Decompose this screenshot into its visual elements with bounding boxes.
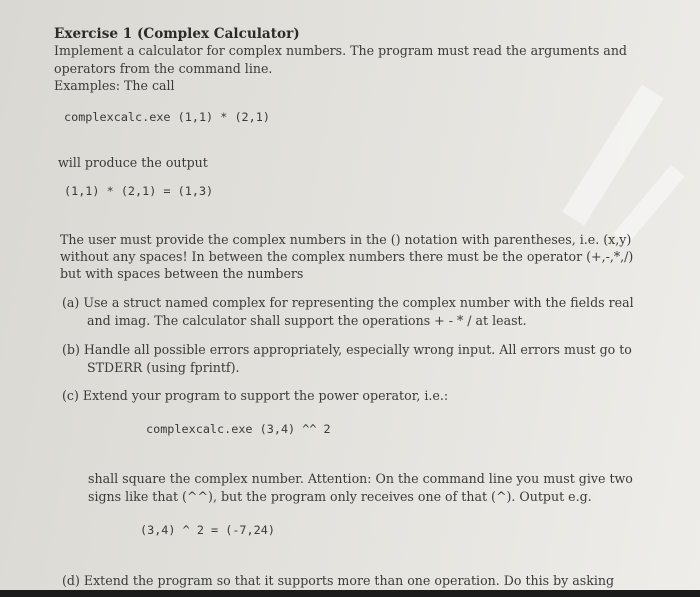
intro-line: Implement a calculator for complex numbers. The program must read the arguments and	[54, 43, 627, 58]
task-b-line: STDERR (using fprintf).	[87, 360, 240, 375]
power-output-code: (3,4) ^ 2 = (-7,24)	[140, 523, 275, 537]
example-output-code: (1,1) * (2,1) = (1,3)	[64, 184, 214, 198]
power-call-code: complexcalc.exe (3,4) ^^ 2	[146, 422, 331, 436]
bottom-edge	[0, 590, 700, 597]
task-d-line: (d) Extend the program so that it supports more than one operation. Do this by asking	[62, 573, 615, 588]
example-call-code: complexcalc.exe (1,1) * (2,1)	[64, 110, 270, 124]
power-text-line: signs like that (^^), but the program only receives one of that (^). Output e.g.	[88, 489, 592, 504]
intro-line: operators from the command line.	[54, 61, 273, 76]
output-intro: will produce the output	[58, 155, 208, 170]
rules-line: The user must provide the complex numbers in the () notation with parentheses, i.e. (x,y)	[60, 232, 632, 247]
task-a-line: and imag. The calculator shall support the operations + - * / at least.	[87, 313, 527, 328]
task-a-line: (a) Use a struct named complex for representing the complex number with the fields real	[62, 295, 634, 310]
exercise-title: Exercise 1 (Complex Calculator)	[54, 26, 300, 42]
rules-line: but with spaces between the numbers	[60, 266, 304, 281]
task-c-line: (c) Extend your program to support the power operator, i.e.:	[62, 388, 449, 403]
power-text-line: shall square the complex number. Attention: On the command line you must give two	[88, 471, 633, 486]
rules-line: without any spaces! In between the complex numbers there must be the operator (+,-,*,/)	[60, 249, 634, 264]
intro-line: Examples: The call	[54, 78, 175, 93]
task-b-line: (b) Handle all possible errors appropriately, especially wrong input. All errors must go to	[62, 342, 632, 357]
